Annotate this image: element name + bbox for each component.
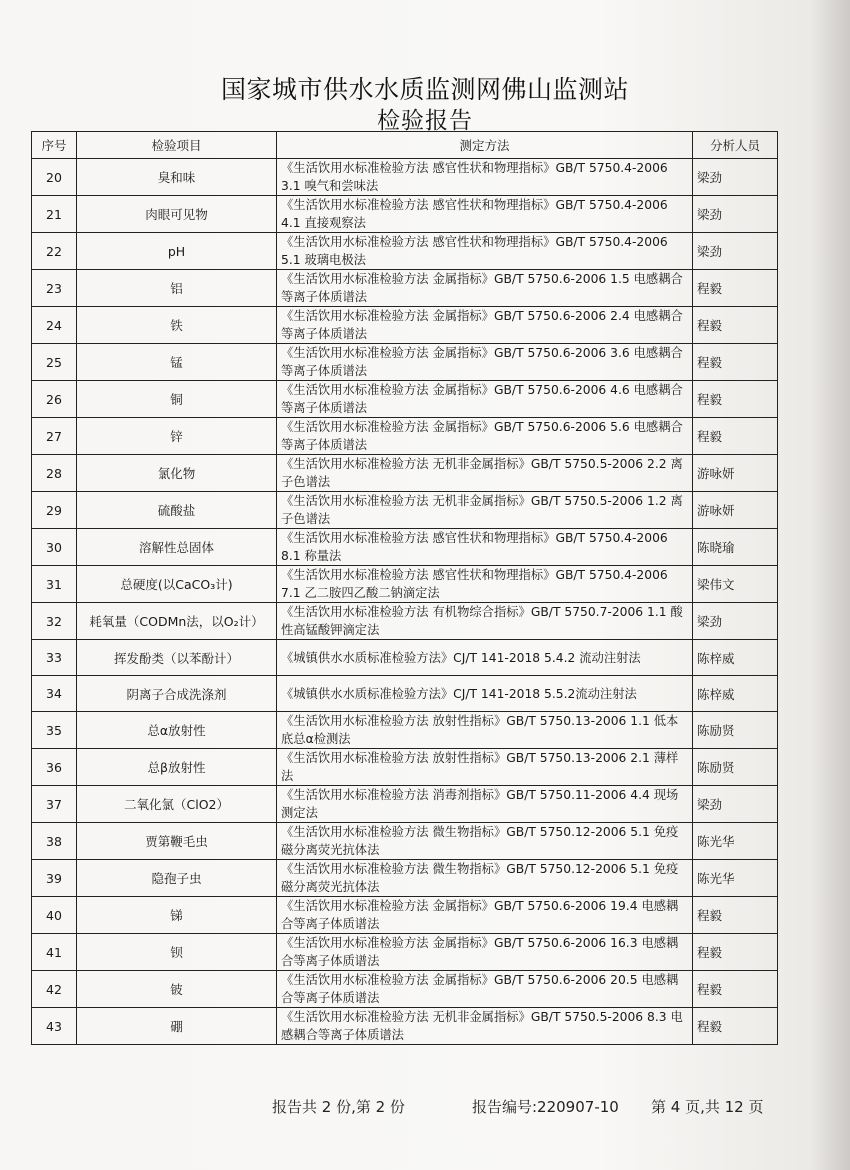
row-analyst: 梁劲 — [693, 159, 778, 196]
header-method: 测定方法 — [277, 132, 693, 159]
row-serial-no: 23 — [32, 270, 77, 307]
row-method: 《生活饮用水标准检验方法 感官性状和物理指标》GB/T 5750.4-2006 7.1 乙二胺四乙酸二钠滴定法 — [277, 566, 693, 603]
row-serial-no: 25 — [32, 344, 77, 381]
table-row — [32, 934, 778, 971]
row-analyst: 程毅 — [693, 418, 778, 455]
row-test-item: pH — [77, 233, 277, 270]
row-method: 《生活饮用水标准检验方法 微生物指标》GB/T 5750.12-2006 5.1 免疫磁分离荧光抗体法 — [277, 860, 693, 897]
row-serial-no: 32 — [32, 603, 77, 640]
row-serial-no: 29 — [32, 492, 77, 529]
row-analyst: 梁伟文 — [693, 566, 778, 603]
row-test-item: 阴离子合成洗涤剂 — [77, 676, 277, 712]
table-row — [32, 1008, 778, 1045]
row-method: 《生活饮用水标准检验方法 金属指标》GB/T 5750.6-2006 19.4 电感耦合等离子体质谱法 — [277, 897, 693, 934]
row-test-item: 耗氧量（CODMn法，以O₂计） — [77, 603, 277, 640]
row-test-item: 铍 — [77, 971, 277, 1008]
row-method: 《生活饮用水标准检验方法 金属指标》GB/T 5750.6-2006 16.3 电感耦合等离子体质谱法 — [277, 934, 693, 971]
row-analyst: 梁劲 — [693, 233, 778, 270]
row-serial-no: 27 — [32, 418, 77, 455]
table-row — [32, 749, 778, 786]
row-test-item: 硫酸盐 — [77, 492, 277, 529]
row-analyst: 程毅 — [693, 971, 778, 1008]
table-row — [32, 897, 778, 934]
row-test-item: 总α放射性 — [77, 712, 277, 749]
table-row — [32, 640, 778, 676]
row-serial-no: 35 — [32, 712, 77, 749]
row-serial-no: 42 — [32, 971, 77, 1008]
table-row — [32, 860, 778, 897]
table-row — [32, 233, 778, 270]
row-test-item: 铝 — [77, 270, 277, 307]
row-serial-no: 38 — [32, 823, 77, 860]
row-analyst: 程毅 — [693, 270, 778, 307]
row-method: 《生活饮用水标准检验方法 放射性指标》GB/T 5750.13-2006 2.1 薄样法 — [277, 749, 693, 786]
header-test-item: 检验项目 — [77, 132, 277, 159]
row-serial-no: 36 — [32, 749, 77, 786]
table-row — [32, 492, 778, 529]
table-row — [32, 270, 778, 307]
table-row — [32, 159, 778, 196]
row-serial-no: 30 — [32, 529, 77, 566]
row-serial-no: 20 — [32, 159, 77, 196]
table-row — [32, 971, 778, 1008]
row-serial-no: 26 — [32, 381, 77, 418]
row-analyst: 陈光华 — [693, 860, 778, 897]
row-test-item: 贾第鞭毛虫 — [77, 823, 277, 860]
row-analyst: 梁劲 — [693, 196, 778, 233]
row-analyst: 陈梓威 — [693, 640, 778, 676]
row-test-item: 隐孢子虫 — [77, 860, 277, 897]
row-method: 《生活饮用水标准检验方法 金属指标》GB/T 5750.6-2006 20.5 电感耦合等离子体质谱法 — [277, 971, 693, 1008]
row-method: 《生活饮用水标准检验方法 无机非金属指标》GB/T 5750.5-2006 1.2 离子色谱法 — [277, 492, 693, 529]
row-test-item: 溶解性总固体 — [77, 529, 277, 566]
report-title: 检验报告 — [377, 108, 473, 134]
table-header-row — [32, 132, 778, 159]
table-row — [32, 344, 778, 381]
row-method: 《生活饮用水标准检验方法 感官性状和物理指标》GB/T 5750.4-2006 4.1 直接观察法 — [277, 196, 693, 233]
row-method: 《生活饮用水标准检验方法 感官性状和物理指标》GB/T 5750.4-2006 8.1 称量法 — [277, 529, 693, 566]
row-test-item: 总β放射性 — [77, 749, 277, 786]
row-test-item: 肉眼可见物 — [77, 196, 277, 233]
row-analyst: 陈励贤 — [693, 749, 778, 786]
row-analyst: 陈励贤 — [693, 712, 778, 749]
row-test-item: 氯化物 — [77, 455, 277, 492]
table-row — [32, 307, 778, 344]
organization-title: 国家城市供水水质监测网佛山监测站 — [220, 75, 629, 104]
row-analyst: 程毅 — [693, 1008, 778, 1045]
row-serial-no: 39 — [32, 860, 77, 897]
row-test-item: 挥发酚类（以苯酚计） — [77, 640, 277, 676]
header-serial-no: 序号 — [32, 132, 77, 159]
row-analyst: 陈光华 — [693, 823, 778, 860]
row-analyst: 陈晓瑜 — [693, 529, 778, 566]
row-analyst: 游咏妍 — [693, 455, 778, 492]
row-analyst: 程毅 — [693, 307, 778, 344]
table-row — [32, 529, 778, 566]
report-number: 报告编号:220907-10 — [472, 1098, 619, 1116]
inspection-methods-table — [31, 131, 778, 1045]
row-method: 《生活饮用水标准检验方法 消毒剂指标》GB/T 5750.11-2006 4.4 现场测定法 — [277, 786, 693, 823]
row-serial-no: 41 — [32, 934, 77, 971]
row-test-item: 硼 — [77, 1008, 277, 1045]
row-serial-no: 31 — [32, 566, 77, 603]
row-method: 《生活饮用水标准检验方法 感官性状和物理指标》GB/T 5750.4-2006 5.1 玻璃电极法 — [277, 233, 693, 270]
table-body — [32, 159, 778, 1045]
row-test-item: 锌 — [77, 418, 277, 455]
row-serial-no: 40 — [32, 897, 77, 934]
table-row — [32, 566, 778, 603]
row-analyst: 游咏妍 — [693, 492, 778, 529]
row-analyst: 程毅 — [693, 344, 778, 381]
table-row — [32, 418, 778, 455]
table-row — [32, 676, 778, 712]
table-row — [32, 196, 778, 233]
row-method: 《生活饮用水标准检验方法 有机物综合指标》GB/T 5750.7-2006 1.1 酸性高锰酸钾滴定法 — [277, 603, 693, 640]
row-method: 《生活饮用水标准检验方法 感官性状和物理指标》GB/T 5750.4-2006 3.1 嗅气和尝味法 — [277, 159, 693, 196]
table-row — [32, 455, 778, 492]
row-analyst: 梁劲 — [693, 603, 778, 640]
row-serial-no: 34 — [32, 676, 77, 712]
table-row — [32, 786, 778, 823]
row-analyst: 梁劲 — [693, 786, 778, 823]
row-analyst: 程毅 — [693, 381, 778, 418]
table-row — [32, 381, 778, 418]
row-serial-no: 28 — [32, 455, 77, 492]
row-method: 《生活饮用水标准检验方法 金属指标》GB/T 5750.6-2006 2.4 电感耦合等离子体质谱法 — [277, 307, 693, 344]
row-serial-no: 24 — [32, 307, 77, 344]
row-test-item: 二氧化氯（ClO2） — [77, 786, 277, 823]
row-method: 《生活饮用水标准检验方法 微生物指标》GB/T 5750.12-2006 5.1 免疫磁分离荧光抗体法 — [277, 823, 693, 860]
table-row — [32, 712, 778, 749]
row-serial-no: 43 — [32, 1008, 77, 1045]
table-row — [32, 603, 778, 640]
row-analyst: 程毅 — [693, 934, 778, 971]
page-number: 第 4 页,共 12 页 — [651, 1098, 764, 1116]
row-method: 《生活饮用水标准检验方法 金属指标》GB/T 5750.6-2006 3.6 电感耦合等离子体质谱法 — [277, 344, 693, 381]
row-test-item: 铁 — [77, 307, 277, 344]
row-test-item: 臭和味 — [77, 159, 277, 196]
header-analyst: 分析人员 — [693, 132, 778, 159]
row-method: 《城镇供水水质标准检验方法》CJ/T 141-2018 5.5.2流动注射法 — [277, 676, 693, 712]
row-serial-no: 33 — [32, 640, 77, 676]
row-test-item: 总硬度(以CaCO₃计) — [77, 566, 277, 603]
row-method: 《生活饮用水标准检验方法 金属指标》GB/T 5750.6-2006 5.6 电感耦合等离子体质谱法 — [277, 418, 693, 455]
row-serial-no: 21 — [32, 196, 77, 233]
row-test-item: 锑 — [77, 897, 277, 934]
row-analyst: 程毅 — [693, 897, 778, 934]
row-method: 《生活饮用水标准检验方法 无机非金属指标》GB/T 5750.5-2006 8.3 电感耦合等离子体质谱法 — [277, 1008, 693, 1045]
row-method: 《城镇供水水质标准检验方法》CJ/T 141-2018 5.4.2 流动注射法 — [277, 640, 693, 676]
row-test-item: 锰 — [77, 344, 277, 381]
row-test-item: 铜 — [77, 381, 277, 418]
row-analyst: 陈梓威 — [693, 676, 778, 712]
row-serial-no: 37 — [32, 786, 77, 823]
row-method: 《生活饮用水标准检验方法 放射性指标》GB/T 5750.13-2006 1.1 低本底总α检测法 — [277, 712, 693, 749]
row-serial-no: 22 — [32, 233, 77, 270]
row-test-item: 钡 — [77, 934, 277, 971]
copies-info: 报告共 2 份,第 2 份 — [272, 1098, 405, 1116]
table-row — [32, 823, 778, 860]
row-method: 《生活饮用水标准检验方法 金属指标》GB/T 5750.6-2006 1.5 电感耦合等离子体质谱法 — [277, 270, 693, 307]
row-method: 《生活饮用水标准检验方法 无机非金属指标》GB/T 5750.5-2006 2.2 离子色谱法 — [277, 455, 693, 492]
row-method: 《生活饮用水标准检验方法 金属指标》GB/T 5750.6-2006 4.6 电感耦合等离子体质谱法 — [277, 381, 693, 418]
page-edge-shadow — [810, 0, 850, 1170]
